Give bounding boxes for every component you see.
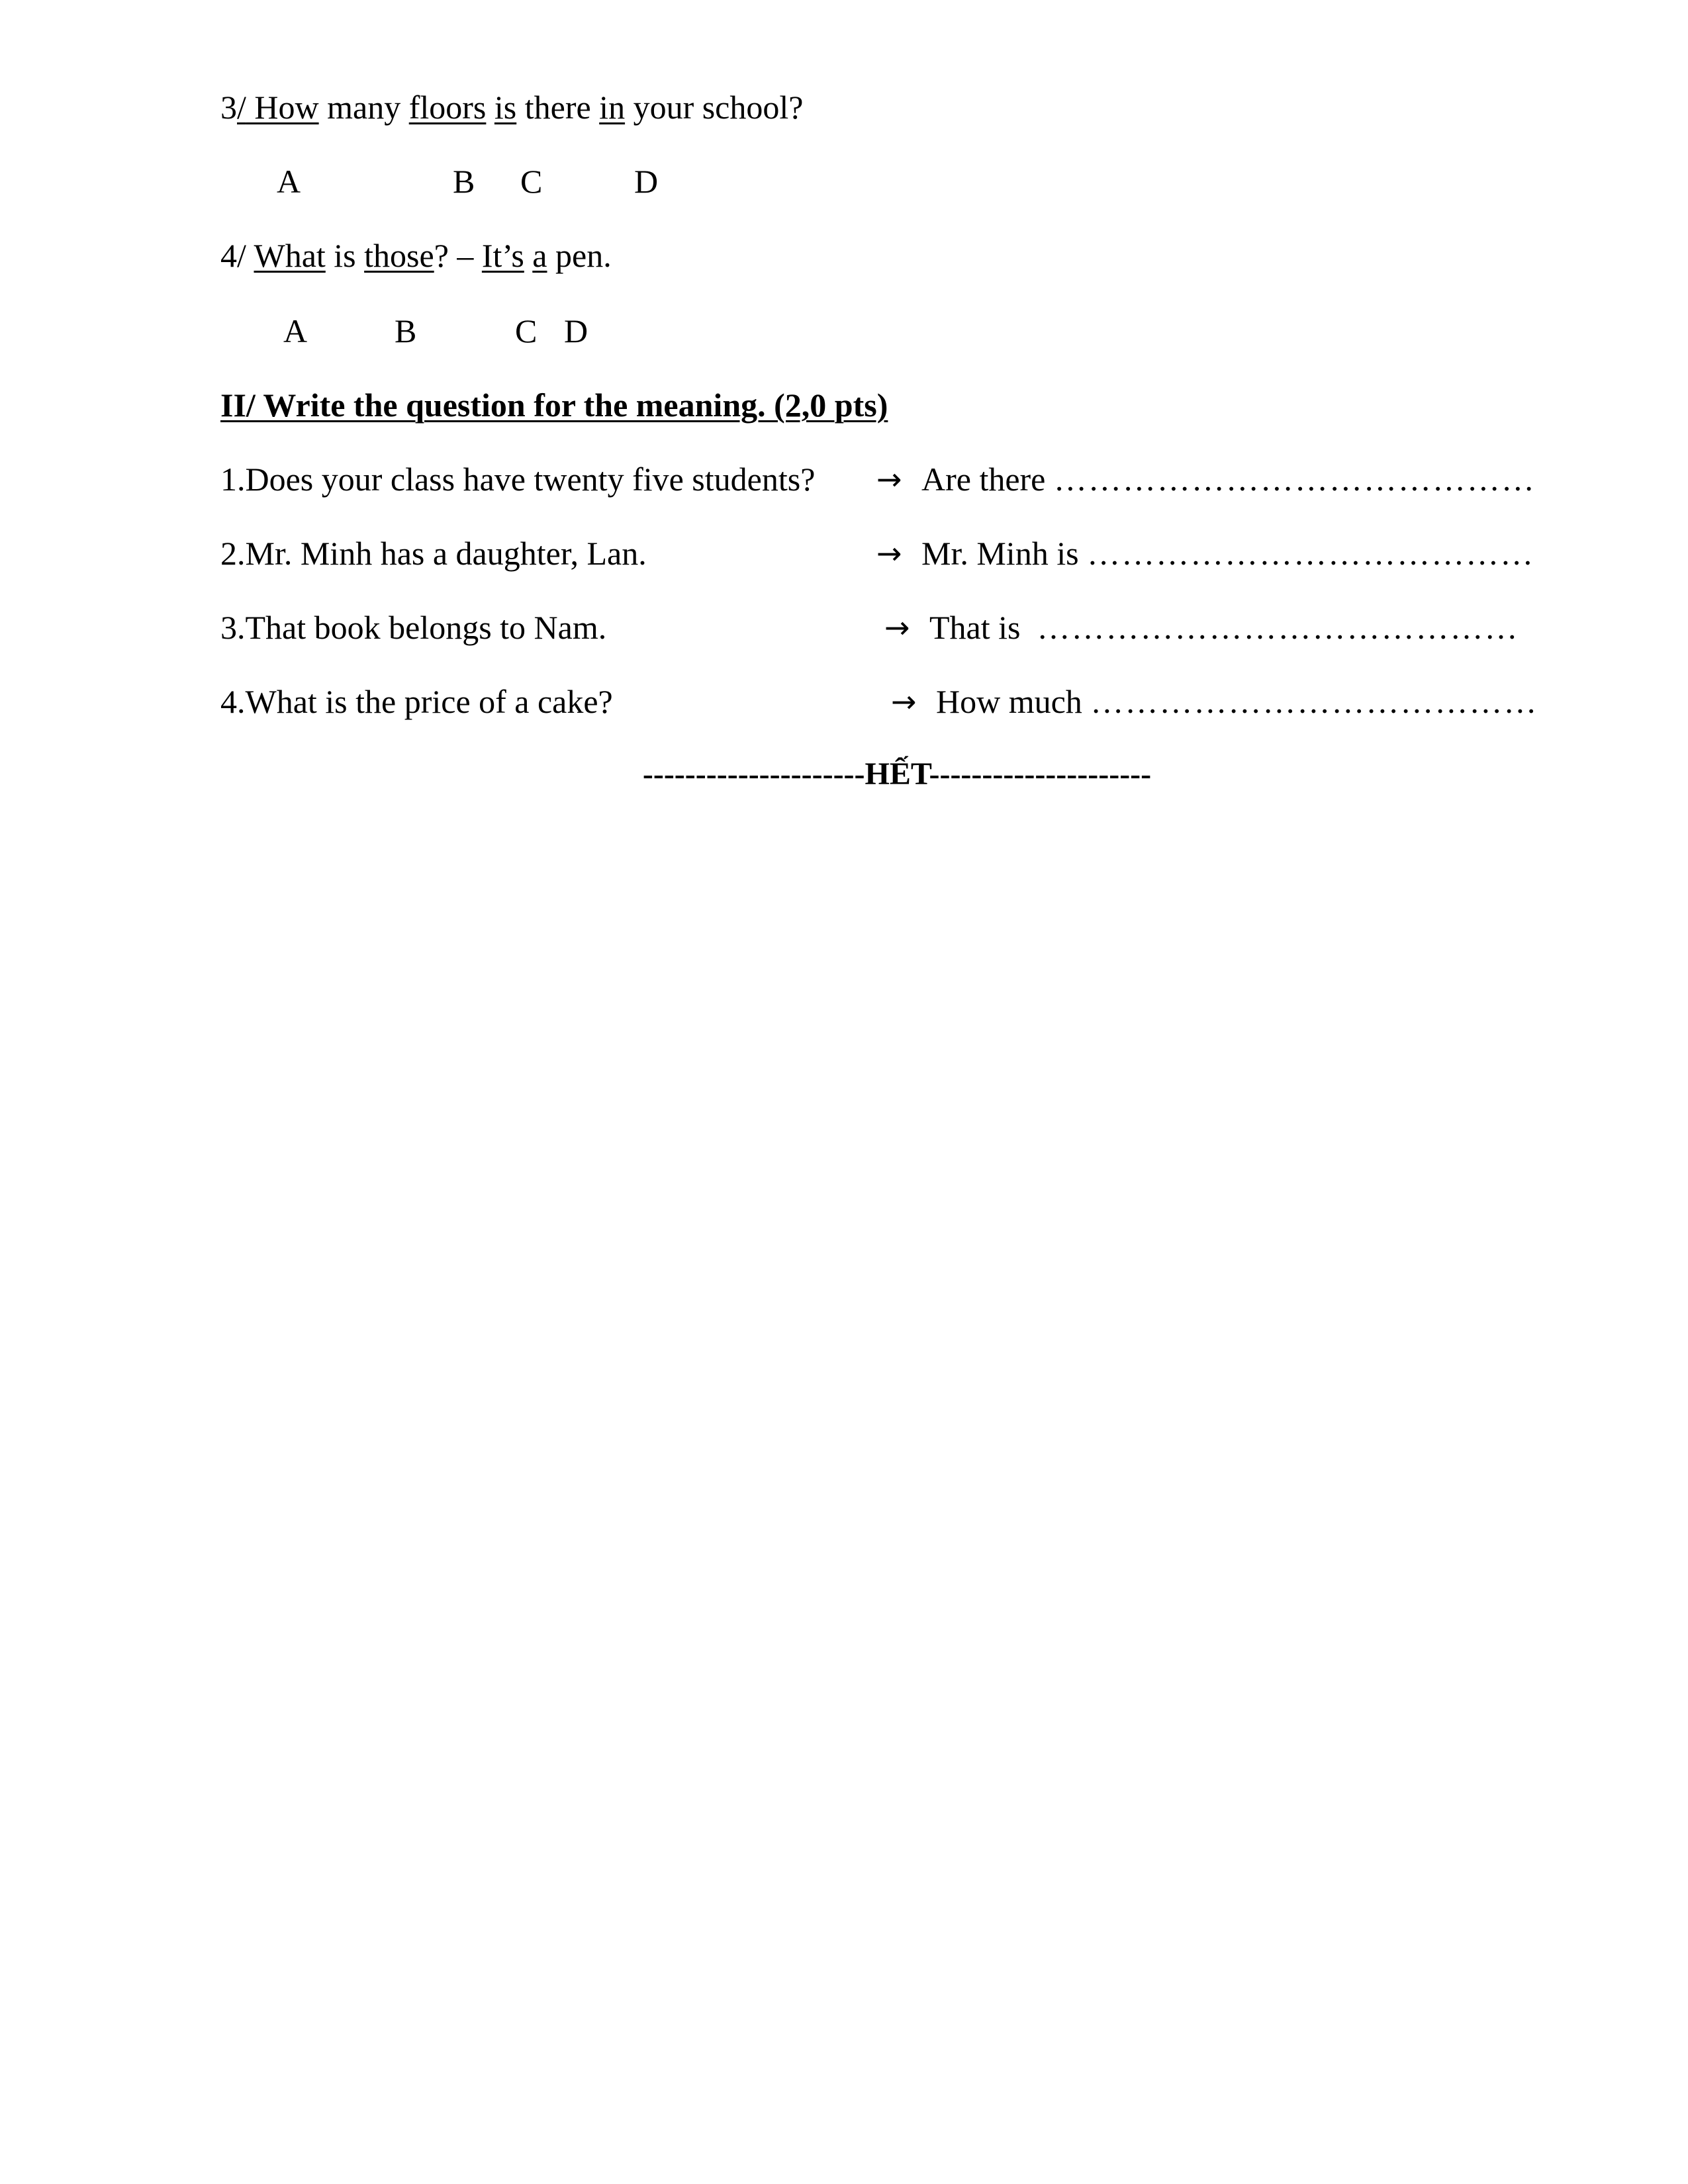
question-4 bbox=[220, 236, 612, 275]
question-3-option-d: D bbox=[634, 163, 659, 200]
rewrite-item-4-answer-start: How much bbox=[936, 683, 1082, 720]
question-3-number: 3 bbox=[220, 89, 237, 126]
question-3-option-c: C bbox=[520, 163, 543, 200]
rewrite-item-2-blank: ………………………………… bbox=[1087, 535, 1535, 572]
rewrite-item-4-answer bbox=[936, 682, 1538, 721]
rewrite-item-3-blank: …………………………………… bbox=[1037, 609, 1519, 646]
question-4-option-b: B bbox=[395, 312, 417, 349]
question-3-text-2 bbox=[486, 89, 494, 126]
question-4-underlined-those: those bbox=[364, 237, 434, 274]
section-2-heading: II/ Write the question for the meaning. (2,0 pts) bbox=[220, 387, 888, 424]
question-4-option-a: A bbox=[283, 312, 308, 349]
question-3-text-3: there bbox=[516, 89, 600, 126]
rewrite-item-4-blank: ………………………………… bbox=[1090, 683, 1538, 720]
question-4-underlined-its: It’s bbox=[481, 237, 524, 274]
question-3 bbox=[220, 87, 803, 127]
question-3-text-1: many bbox=[318, 89, 409, 126]
question-3-underlined-floors: floors bbox=[408, 89, 487, 126]
question-4-text-2: ? – bbox=[434, 237, 482, 274]
rewrite-item-3-answer-start: That is bbox=[929, 609, 1021, 646]
arrow-right-icon: → bbox=[884, 610, 910, 645]
rewrite-item-4-question: 4.What is the price of a cake? bbox=[220, 683, 613, 720]
question-3-option-b: B bbox=[453, 163, 475, 200]
question-4-option-d: D bbox=[564, 312, 588, 349]
question-3-slash: / bbox=[237, 89, 246, 126]
rewrite-item-2-question: 2.Mr. Minh has a daughter, Lan. bbox=[220, 535, 647, 572]
rewrite-item-3-answer bbox=[929, 608, 1519, 647]
rewrite-item-1-blank: …………………………………… bbox=[1053, 461, 1536, 498]
question-3-text-4: your school? bbox=[625, 89, 804, 126]
rewrite-item-1-answer-start: Are there bbox=[921, 461, 1046, 498]
question-3-underlined-in: in bbox=[599, 89, 626, 126]
question-4-text-4: pen. bbox=[547, 237, 612, 274]
question-4-number: 4/ bbox=[220, 237, 254, 274]
arrow-right-icon: → bbox=[876, 535, 902, 571]
question-3-underlined-is: is bbox=[494, 89, 517, 126]
question-4-option-c: C bbox=[515, 312, 538, 349]
arrow-right-icon: → bbox=[876, 461, 902, 497]
rewrite-item-2-answer-start: Mr. Minh is bbox=[921, 535, 1079, 572]
question-4-text-3 bbox=[524, 237, 533, 274]
question-4-underlined-what: What bbox=[254, 237, 326, 274]
question-4-underlined-a: a bbox=[532, 237, 547, 274]
question-3-option-a: A bbox=[277, 163, 301, 200]
question-3-underlined-how bbox=[237, 89, 319, 126]
question-4-text-1: is bbox=[325, 237, 365, 274]
rewrite-item-1-question: 1.Does your class have twenty five students? bbox=[220, 461, 816, 498]
rewrite-item-1-answer bbox=[921, 459, 1536, 499]
question-3-word-how: How bbox=[246, 89, 319, 126]
rewrite-item-3-question: 3.That book belongs to Nam. bbox=[220, 609, 607, 646]
rewrite-item-2-answer bbox=[921, 533, 1534, 573]
end-of-exam-mark: ---------------------HẾT--------------------- bbox=[642, 756, 1152, 792]
arrow-right-icon: → bbox=[891, 684, 917, 719]
